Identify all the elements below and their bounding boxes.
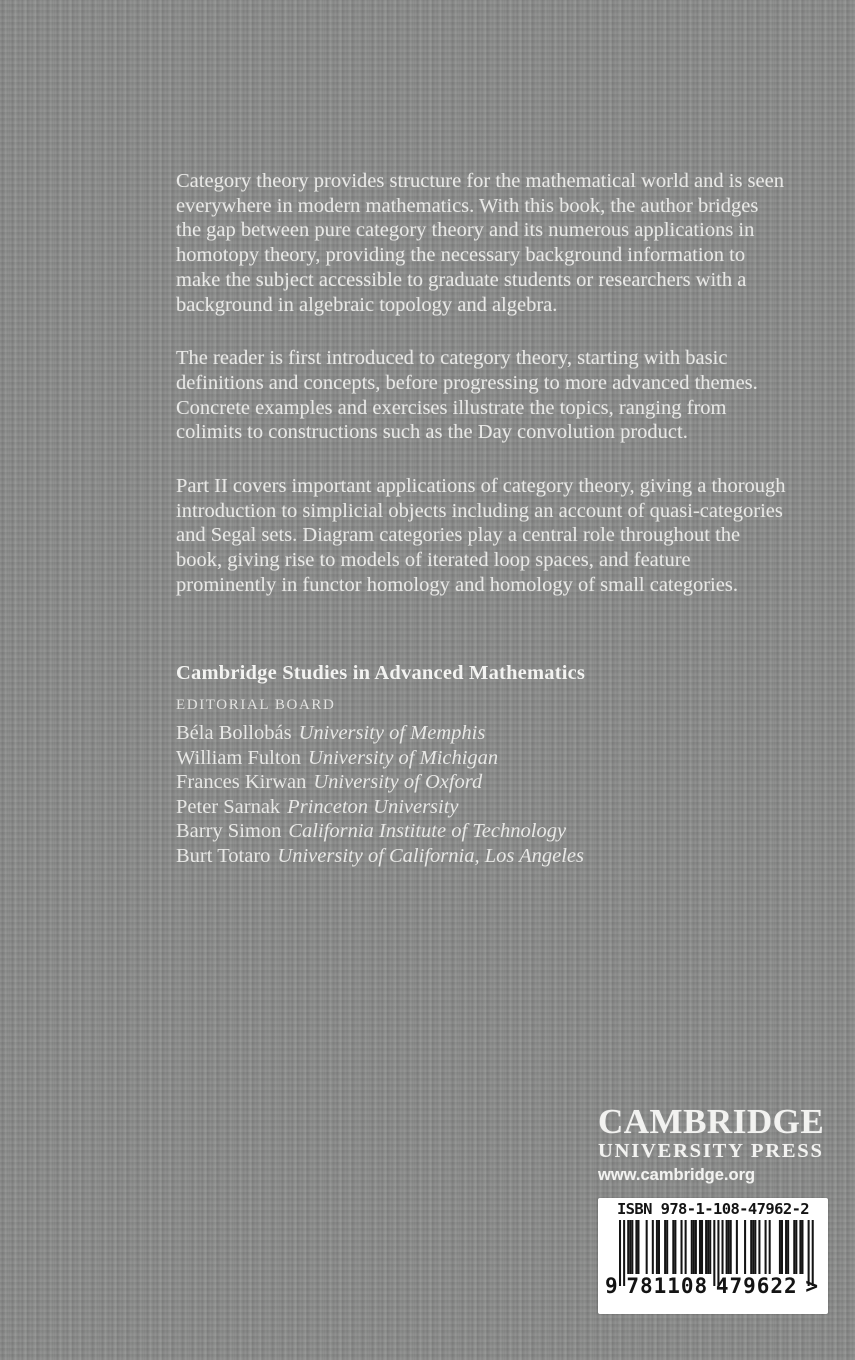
series-title: Cambridge Studies in Advanced Mathematics [176,662,586,684]
barcode-digit-group: 781108 [626,1274,709,1298]
publisher-website: www.cambridge.org [598,1166,756,1184]
barcode-digit-group: > [805,1274,819,1298]
editor-affiliation: Princeton University [287,795,459,818]
editor-row [176,746,796,771]
synopsis-paragraph-2: The reader is first introduced to category theory, starting with basic definitions and concepts, before progressing to more advanced themes. Concrete examples and exercises illustrate the topics, ranging from colimits to constructions such as the Day convolution product. [176,347,758,444]
barcode-digits [605,1274,819,1298]
isbn-barcode-panel [598,1198,828,1314]
editor-name: Frances Kirwan [176,771,307,794]
synopsis [176,169,788,598]
editor-name: Barry Simon [176,820,282,843]
editor-name: Peter Sarnak [176,795,281,818]
editorial-board-heading: EDITORIAL BOARD [176,697,336,713]
editor-affiliation: University of Oxford [313,771,483,794]
synopsis-paragraph-3: Part II covers important applications of category theory, giving a thorough introduction to simplicial objects including an account of quasi-categories and Segal sets. Diagram categories play a central role throughout the book, giving rise to models of iterated loop spaces, and feature prominently in functor homology and homology of small categories. [176,475,786,596]
series-block [176,662,796,869]
editor-affiliation: University of Michigan [308,746,499,769]
editor-affiliation: University of Memphis [298,722,486,744]
editor-row [176,770,796,795]
editor-name: William Fulton [176,746,302,769]
editorial-board-list [176,721,796,869]
editor-affiliation: California Institute of Technology [288,820,567,843]
editor-row [176,844,796,869]
editor-name: Burt Totaro [176,844,271,867]
editor-row [176,795,796,820]
barcode-digit-group: 9 [605,1274,619,1298]
publisher-logo [598,1104,828,1185]
editor-name: Béla Bollobás [176,722,292,744]
editor-affiliation: University of California, Los Angeles [277,844,584,867]
publisher-wordmark: CAMBRIDGE [598,1102,825,1141]
editor-row [176,721,796,746]
barcode-digit-group: 479622 [715,1274,798,1298]
publisher-subtitle: UNIVERSITY PRESS [598,1140,824,1162]
editor-row [176,819,796,844]
barcode [605,1220,821,1312]
synopsis-paragraph-1: Category theory provides structure for the mathematical world and is seen everywhere in modern mathematics. With this book, the author bridges the gap between pure category theory and its numerous applications in homotopy theory, providing the necessary background information to make the subject accessible to graduate students or researchers with a background in algebraic topology and algebra. [176,170,784,316]
isbn-label: ISBN 978-1-108-47962-2 [616,1200,810,1218]
